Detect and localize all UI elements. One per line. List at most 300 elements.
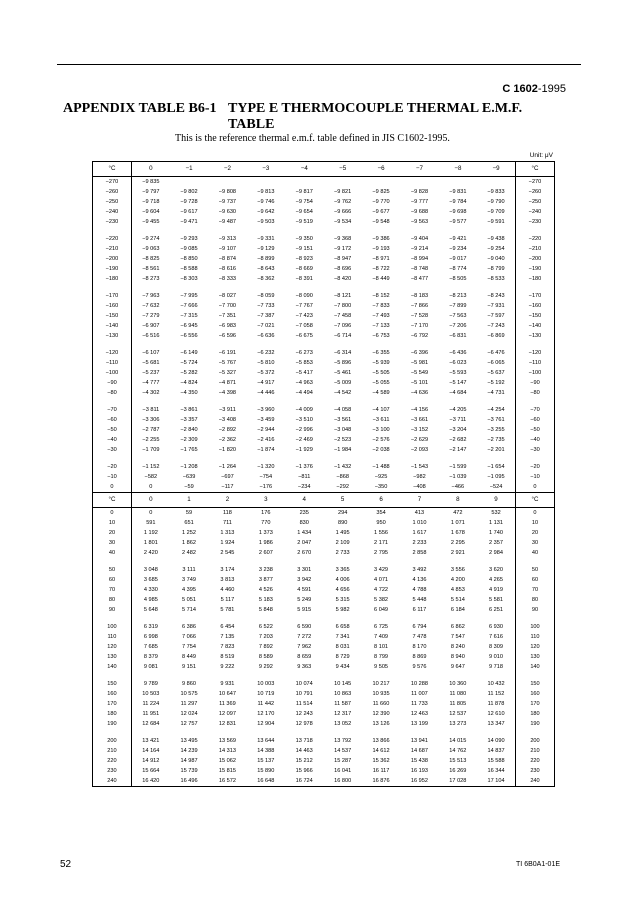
table-cell: −6 476 <box>487 350 505 356</box>
table-cell: 13 644 <box>257 738 275 744</box>
table-cell: −4 205 <box>449 407 467 413</box>
table-cell: 15 137 <box>257 758 275 764</box>
table-cell: 4 919 <box>489 587 504 593</box>
table-cell: 4 006 <box>335 577 350 583</box>
table-cell: 5 051 <box>182 597 197 603</box>
table-cell: 14 537 <box>334 748 352 754</box>
table-cell: 6 794 <box>412 624 427 630</box>
table-cell: 70 <box>93 585 131 595</box>
table-cell: −9 438 <box>487 236 505 242</box>
table-cell: 413 <box>414 510 425 516</box>
table-cell: 6 590 <box>297 624 312 630</box>
table-cell: −9 831 <box>449 189 467 195</box>
table-cell: 11 369 <box>219 701 236 707</box>
table-cell: 5 382 <box>374 597 389 603</box>
table-cell: −2 892 <box>218 427 237 433</box>
table-cell: −2 787 <box>142 427 160 433</box>
table-cell: 9 789 <box>143 681 158 687</box>
table-cell: −4 254 <box>487 407 505 413</box>
table-cell: −3 204 <box>449 427 467 433</box>
table-cell: −9 214 <box>410 246 429 252</box>
table-cell: −9 172 <box>334 246 352 252</box>
table-cell: 16 496 <box>180 778 198 784</box>
table-cell: −7 833 <box>372 303 390 309</box>
table-cell: 13 866 <box>372 738 390 744</box>
table-cell: −9 630 <box>218 209 237 215</box>
table-cell: 5 514 <box>450 597 465 603</box>
table-cell: −9 331 <box>257 236 275 242</box>
table-cell: 9 860 <box>182 681 197 687</box>
table-cell: −2 201 <box>487 447 505 453</box>
table-cell: 15 362 <box>372 758 390 764</box>
table-cell: −1 765 <box>180 447 198 453</box>
table-cell: −120 <box>515 348 554 358</box>
table-cell: −5 461 <box>334 370 352 376</box>
table-cell: −7 279 <box>142 313 160 319</box>
table-cell: 5 448 <box>412 597 427 603</box>
table-cell: −5 147 <box>449 380 467 386</box>
table-cell: 711 <box>222 520 232 526</box>
table-cell: −176 <box>259 484 273 490</box>
table-cell: 220 <box>515 756 554 766</box>
table-cell: −7 733 <box>257 303 275 309</box>
table-cell: 110 <box>515 632 554 642</box>
table-cell: −3 152 <box>410 427 429 433</box>
table-cell: −8 243 <box>487 293 505 299</box>
table-cell: −200 <box>93 254 131 264</box>
table-cell: −5 637 <box>487 370 505 376</box>
table-cell: −230 <box>93 217 131 227</box>
table-cell: −2 576 <box>372 437 390 443</box>
table-cell: −8 059 <box>257 293 275 299</box>
table-cell: 1 131 <box>489 520 504 526</box>
table-cell: −5 327 <box>218 370 237 376</box>
table-cell: 2 733 <box>335 550 350 556</box>
table-cell: −5 237 <box>142 370 160 376</box>
table-cell: −9 085 <box>180 246 198 252</box>
table-cell: 12 390 <box>372 711 390 717</box>
table-row <box>93 274 554 284</box>
table-cell: 0 <box>149 510 153 516</box>
table-cell: 15 890 <box>257 768 275 774</box>
table-cell: 11 587 <box>334 701 351 707</box>
table-cell: 130 <box>515 652 554 662</box>
table-cell: 11 951 <box>142 711 160 717</box>
table-cell: 13 569 <box>218 738 236 744</box>
table-cell: 6 049 <box>374 607 389 613</box>
table-cell: −260 <box>93 187 131 197</box>
table-cell: −6 983 <box>218 323 237 329</box>
table-row <box>93 321 554 331</box>
table-cell: −4 963 <box>295 380 313 386</box>
table-cell: −6 396 <box>410 350 429 356</box>
table-cell: 13 718 <box>295 738 313 744</box>
table-cell: −8 449 <box>372 276 390 282</box>
table-cell: 5 714 <box>182 607 197 613</box>
table-cell: −4 542 <box>334 390 352 396</box>
table-cell: 12 684 <box>142 721 160 727</box>
table-cell: −466 <box>451 484 465 490</box>
table-cell: −240 <box>515 207 554 217</box>
table-cell: 11 442 <box>257 701 275 707</box>
table-cell: −9 737 <box>218 199 237 205</box>
table-header-row <box>93 493 554 508</box>
table-cell: −7 563 <box>449 313 467 319</box>
table-cell: −4 398 <box>218 390 237 396</box>
table-cell: 10 <box>93 518 131 528</box>
table-row <box>93 482 554 492</box>
table-cell: −6 792 <box>410 333 429 339</box>
table-cell: −80 <box>515 388 554 398</box>
table-cell: 7 823 <box>220 644 235 650</box>
table-cell: 9 718 <box>489 664 504 670</box>
table-cell: 16 724 <box>295 778 313 784</box>
table-cell: −220 <box>515 234 554 244</box>
standard-id: C 1602-1995 <box>502 83 566 95</box>
table-cell: −8 899 <box>257 256 275 262</box>
table-cell: 5 982 <box>335 607 350 613</box>
table-cell: −120 <box>93 348 131 358</box>
table-cell: 1 617 <box>412 530 427 536</box>
table-cell: 30 <box>515 538 554 548</box>
table-cell: 6 454 <box>220 624 235 630</box>
table-cell: −190 <box>515 264 554 274</box>
table-cell: 17 104 <box>487 778 505 784</box>
table-cell: −4 824 <box>180 380 198 386</box>
table-cell: 9 931 <box>220 681 235 687</box>
table-cell: 50 <box>93 565 131 575</box>
table-cell: 5 315 <box>335 597 350 603</box>
table-cell: −2 255 <box>142 437 160 443</box>
table-cell: 150 <box>515 679 554 689</box>
table-cell: 8 799 <box>374 654 389 660</box>
table-cell: −50 <box>93 425 131 435</box>
table-cell: 10 935 <box>372 691 390 697</box>
table-cell: 7 135 <box>220 634 235 640</box>
table-cell: 9 576 <box>412 664 427 670</box>
table-row <box>93 689 554 699</box>
table-cell: 40 <box>515 548 554 558</box>
table-cell: −4 917 <box>257 380 275 386</box>
table-cell: −160 <box>515 301 554 311</box>
table-row <box>93 244 554 254</box>
table-cell: −8 420 <box>334 276 352 282</box>
table-cell: −6 023 <box>449 360 467 366</box>
table-cell: 8 659 <box>297 654 312 660</box>
table-cell: −8 183 <box>410 293 429 299</box>
table-cell: 220 <box>93 756 131 766</box>
table-cell: −2 147 <box>449 447 467 453</box>
table-cell: −200 <box>515 254 554 264</box>
table-cell: −10 <box>93 472 131 482</box>
table-cell: −582 <box>144 474 158 480</box>
appendix-table-title: TYPE E THERMOCOUPLE THERMAL E.M.F. TABLE <box>228 101 523 132</box>
table-row <box>93 622 554 632</box>
table-cell: −260 <box>515 187 554 197</box>
table-cell: −9 487 <box>218 219 237 225</box>
table-cell: 3 238 <box>258 567 273 573</box>
table-cell: 3 556 <box>450 567 465 573</box>
table-cell: −9 666 <box>334 209 352 215</box>
table-cell: 210 <box>93 746 131 756</box>
table-cell: −7 597 <box>487 313 505 319</box>
table-cell: −6 831 <box>449 333 467 339</box>
column-header: −2 <box>208 162 246 177</box>
table-cell: −9 254 <box>487 246 505 252</box>
table-cell: −1 599 <box>449 464 467 470</box>
table-cell: −110 <box>93 358 131 368</box>
table-cell <box>362 177 400 188</box>
table-cell: 13 495 <box>180 738 198 744</box>
table-row <box>93 776 554 786</box>
table-cell: −3 408 <box>218 417 237 423</box>
table-row <box>93 264 554 274</box>
table-cell: −5 593 <box>449 370 467 376</box>
table-cell: −60 <box>515 415 554 425</box>
table-cell: −3 561 <box>334 417 352 423</box>
table-cell: −9 293 <box>180 236 198 242</box>
table-cell: −2 469 <box>295 437 313 443</box>
table-cell: 9 010 <box>489 654 504 660</box>
table-row <box>93 756 554 766</box>
table-cell: 6 522 <box>258 624 273 630</box>
page-number: 52 <box>60 859 72 870</box>
table-cell: 1 434 <box>297 530 312 536</box>
table-row <box>93 565 554 575</box>
table-cell: 50 <box>515 565 554 575</box>
table-cell: 11 660 <box>372 701 390 707</box>
table-cell: 14 090 <box>487 738 505 744</box>
table-cell: 16 800 <box>334 778 352 784</box>
table-cell: 140 <box>93 662 131 672</box>
table-cell: 230 <box>515 766 554 776</box>
table-cell: −8 027 <box>218 293 237 299</box>
table-cell: 180 <box>515 709 554 719</box>
table-cell: 11 805 <box>449 701 467 707</box>
table-cell: 140 <box>515 662 554 672</box>
table-cell: 80 <box>515 595 554 605</box>
table-cell: −2 309 <box>180 437 198 443</box>
table-cell: −8 273 <box>142 276 160 282</box>
table-row <box>93 508 554 519</box>
table-cell: −1 376 <box>295 464 313 470</box>
column-header: −4 <box>285 162 323 177</box>
table-cell: −5 810 <box>257 360 275 366</box>
table-cell: −7 206 <box>449 323 467 329</box>
table-cell: 1 924 <box>220 540 235 546</box>
table-cell: −8 533 <box>487 276 505 282</box>
appendix-label: APPENDIX TABLE B6-1 <box>63 101 217 116</box>
column-header: 7 <box>400 493 438 508</box>
table-cell: −6 436 <box>449 350 467 356</box>
table-cell: 2 607 <box>258 550 273 556</box>
table-cell: 770 <box>261 520 271 526</box>
table-cell: 13 126 <box>372 721 390 727</box>
table-cell: −110 <box>515 358 554 368</box>
table-cell: 8 309 <box>489 644 504 650</box>
table-cell: −5 724 <box>180 360 198 366</box>
table-cell: 4 136 <box>412 577 427 583</box>
table-cell: 11 878 <box>487 701 505 707</box>
table-cell: 16 952 <box>410 778 428 784</box>
table-cell: −9 591 <box>487 219 505 225</box>
table-row <box>93 518 554 528</box>
table-cell: 10 503 <box>142 691 160 697</box>
table-cell: 1 071 <box>450 520 465 526</box>
table-cell: −9 688 <box>410 209 429 215</box>
table-cell: 1 313 <box>220 530 235 536</box>
table-cell: −8 799 <box>487 266 505 272</box>
table-cell: −1 984 <box>334 447 352 453</box>
column-header: −1 <box>170 162 208 177</box>
table-cell: 10 791 <box>295 691 313 697</box>
table-row <box>93 575 554 585</box>
table-cell: 17 028 <box>449 778 467 784</box>
table-cell: 9 292 <box>258 664 273 670</box>
table-cell: 12 978 <box>295 721 313 727</box>
table-cell: −9 386 <box>372 236 390 242</box>
table-cell: −639 <box>182 474 196 480</box>
table-cell: 8 031 <box>335 644 350 650</box>
table-cell: 170 <box>515 699 554 709</box>
table-cell: −180 <box>93 274 131 284</box>
table-cell: −90 <box>515 378 554 388</box>
table-cell: 210 <box>515 746 554 756</box>
table-cell: −1 208 <box>180 464 198 470</box>
table-cell: −3 100 <box>372 427 390 433</box>
table-cell: 120 <box>515 642 554 652</box>
table-cell: −754 <box>259 474 273 480</box>
table-cell: 90 <box>93 605 131 615</box>
table-cell: −5 981 <box>410 360 429 366</box>
table-cell: 59 <box>185 510 193 516</box>
table-cell: 13 421 <box>142 738 160 744</box>
table-cell: −4 731 <box>487 390 505 396</box>
table-cell: −7 133 <box>372 323 390 329</box>
table-row <box>93 177 554 188</box>
table-header-row <box>93 162 554 177</box>
table-cell: 30 <box>93 538 131 548</box>
table-row <box>93 652 554 662</box>
table-cell: −868 <box>336 474 349 480</box>
table-row <box>93 746 554 756</box>
table-cell: 7 616 <box>489 634 504 640</box>
table-cell: −9 193 <box>372 246 390 252</box>
table-cell: −8 333 <box>218 276 237 282</box>
table-cell: −8 947 <box>334 256 352 262</box>
table-cell: −8 090 <box>295 293 313 299</box>
column-header: −9 <box>477 162 515 177</box>
table-cell: −5 681 <box>142 360 160 366</box>
table-cell: 160 <box>93 689 131 699</box>
table-row <box>93 405 554 415</box>
table-cell: −6 907 <box>142 323 160 329</box>
table-cell: 9 505 <box>374 664 389 670</box>
table-cell: −3 861 <box>180 407 198 413</box>
table-cell: −2 038 <box>372 447 390 453</box>
table-cell: −3 510 <box>295 417 313 423</box>
table-cell: 200 <box>93 736 131 746</box>
table-cell: −3 811 <box>142 407 160 413</box>
table-cell: 830 <box>299 520 309 526</box>
table-cell: −6 869 <box>487 333 505 339</box>
table-cell: 90 <box>515 605 554 615</box>
table-cell: −1 488 <box>372 464 390 470</box>
table-cell: −8 362 <box>257 276 275 282</box>
table-cell: 1 986 <box>258 540 273 546</box>
table-cell: 16 572 <box>218 778 236 784</box>
table-cell: −8 616 <box>218 266 237 272</box>
table-cell: −7 666 <box>180 303 198 309</box>
table-cell: −9 802 <box>180 189 198 195</box>
table-cell: −9 107 <box>218 246 237 252</box>
table-cell: 2 795 <box>374 550 389 556</box>
table-cell: 15 815 <box>218 768 236 774</box>
table-cell: 2 420 <box>143 550 158 556</box>
table-cell: −234 <box>297 484 311 490</box>
table-cell: −7 021 <box>257 323 275 329</box>
table-cell: −8 696 <box>334 266 352 272</box>
table-cell <box>208 177 246 188</box>
table-cell: 1 192 <box>143 530 158 536</box>
table-cell: −4 009 <box>295 407 313 413</box>
table-cell: 1 252 <box>182 530 197 536</box>
table-cell: 100 <box>515 622 554 632</box>
table-cell: −6 273 <box>295 350 313 356</box>
table-cell: −7 995 <box>180 293 198 299</box>
table-cell: −8 722 <box>372 266 390 272</box>
table-cell: −70 <box>515 405 554 415</box>
table-cell: −4 494 <box>295 390 313 396</box>
table-cell <box>439 177 477 188</box>
table-row <box>93 548 554 558</box>
table-cell: −6 232 <box>257 350 275 356</box>
table-cell: 60 <box>93 575 131 585</box>
table-cell: 591 <box>146 520 156 526</box>
table-cell: 7 066 <box>182 634 197 640</box>
table-cell: −70 <box>93 405 131 415</box>
table-row <box>93 234 554 244</box>
table-cell: 110 <box>93 632 131 642</box>
table-cell: 1 373 <box>258 530 273 536</box>
table-cell: −8 505 <box>449 276 467 282</box>
table-cell: −9 503 <box>257 219 275 225</box>
table-cell: 11 733 <box>411 701 428 707</box>
table-cell: 16 648 <box>257 778 275 784</box>
table-cell: 9 222 <box>220 664 235 670</box>
table-cell: 1 678 <box>450 530 465 536</box>
table-cell: 10 074 <box>295 681 313 687</box>
table-cell: −30 <box>515 445 554 455</box>
table-cell: 10 217 <box>372 681 390 687</box>
column-header: 4 <box>285 493 323 508</box>
column-header: °C <box>515 493 554 508</box>
table-cell: −1 095 <box>487 474 505 480</box>
table-cell: 13 052 <box>334 721 352 727</box>
table-cell: 16 041 <box>334 768 352 774</box>
table-cell: −982 <box>413 474 426 480</box>
table-cell: −150 <box>93 311 131 321</box>
column-header: °C <box>515 162 554 177</box>
table-cell: −9 835 <box>142 179 160 185</box>
table-cell: −6 556 <box>180 333 198 339</box>
table-cell: 12 904 <box>257 721 275 727</box>
table-cell: −9 642 <box>257 209 275 215</box>
table-cell: −8 825 <box>142 256 160 262</box>
table-cell: −6 107 <box>142 350 160 356</box>
table-cell: 14 239 <box>180 748 198 754</box>
table-cell: 16 876 <box>372 778 390 784</box>
